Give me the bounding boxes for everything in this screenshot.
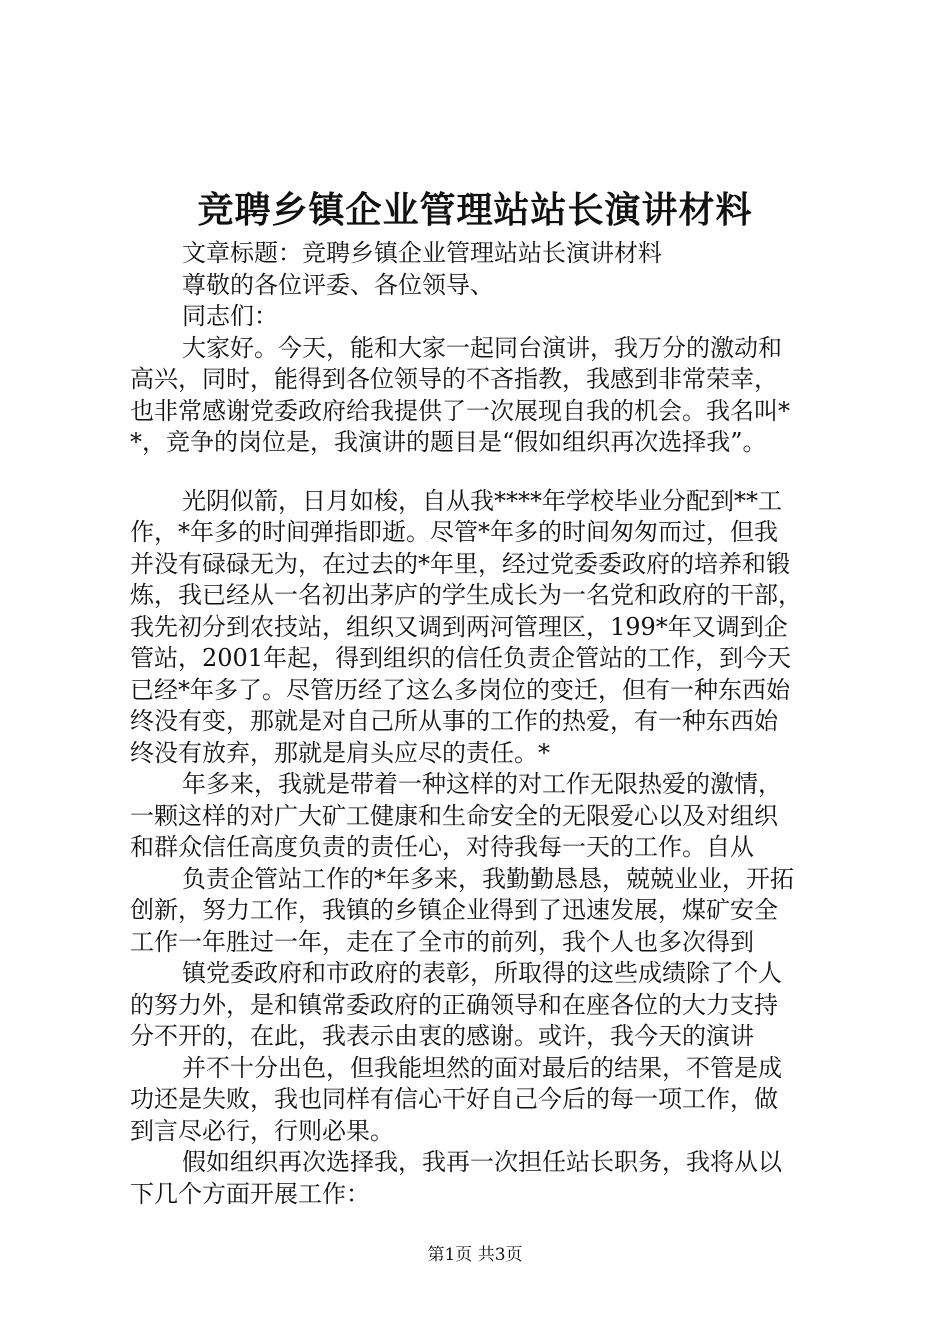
paragraph-confidence (130, 1053, 850, 1148)
text-line: 分不开的，在此，我表示由衷的感谢。或许，我今天的演讲 (130, 1022, 754, 1050)
text-line: 功还是失败，我也同样有信心干好自己今后的每一项工作，做 (130, 1085, 778, 1113)
paragraph-gap (130, 459, 850, 486)
article-title-line: 文章标题：竞聘乡镇企业管理站站长演讲材料 (182, 239, 662, 267)
text-line: 光阴似箭，日月如梭，自从我****年学校毕业分配到**工 (182, 486, 782, 515)
paragraph-achievements (130, 864, 850, 959)
text-line: 并没有碌碌无为，在过去的*年里，经过党委委政府的培养和锻 (130, 549, 790, 578)
text-line: 到言尽必行，行则必果。 (130, 1116, 394, 1145)
text-line: 假如组织再次选择我，我再一次担任站长职务，我将从以 (182, 1148, 782, 1176)
document-title: 竞聘乡镇企业管理站站长演讲材料 (197, 189, 753, 231)
paragraph-greeting (130, 333, 850, 459)
salutation-line: 尊敬的各位评委、各位领导、 (182, 270, 494, 299)
text-line: 也非常感谢党委政府给我提供了一次展现自我的机会。我名叫* (130, 396, 790, 425)
paragraph-passion (130, 769, 850, 864)
document-body (130, 238, 850, 1210)
text-line: 管站，2001年起，得到组织的信任负责企管站的工作，到今天 (130, 644, 792, 672)
paragraph-career (130, 486, 850, 770)
text-line: 已经*年多了。尽管历经了这么多岗位的变迁，但有一种东西始 (130, 675, 790, 704)
page-number-footer: 第1页 共3页 (427, 1245, 523, 1265)
text-line: 一颗这样的对广大矿工健康和生命安全的无限爱心以及对组织 (130, 801, 778, 830)
text-line: 大家好。今天，能和大家一起同台演讲，我万分的激动和 (182, 333, 782, 362)
text-line: 创新，努力工作，我镇的乡镇企业得到了迅速发展，煤矿安全 (130, 896, 778, 924)
text-line: 炼，我已经从一名初出茅庐的学生成长为一名党和政府的干部， (130, 581, 802, 609)
text-line: 负责企管站工作的*年多来，我勤勤恳恳，兢兢业业，开拓 (182, 864, 794, 893)
text-line: 的努力外，是和镇常委政府的正确领导和在座各位的大力支持 (130, 990, 778, 1019)
text-line: 作，*年多的时间弹指即逝。尽管*年多的时间匆匆而过，但我 (130, 518, 778, 546)
text-line: 下几个方面开展工作： (130, 1179, 370, 1208)
text-line: 高兴，同时，能得到各位领导的不吝指教，我感到非常荣幸， (130, 365, 778, 393)
text-line: 终没有变，那就是对自己所从事的工作的热爱，有一种东西始 (130, 707, 778, 735)
paragraph-thanks (130, 958, 850, 1053)
paragraph-plan (130, 1147, 850, 1210)
text-line: *，竞争的岗位是，我演讲的题目是“假如组织再次选择我”。 (130, 428, 767, 456)
text-line: 工作一年胜过一年，走在了全市的前列，我个人也多次得到 (130, 927, 754, 956)
text-line: 我先初分到农技站，组织又调到两河管理区，199*年又调到企 (130, 612, 788, 641)
text-line: 年多来，我就是带着一种这样的对工作无限热爱的激情， (182, 770, 782, 798)
text-line: 镇党委政府和市政府的表彰，所取得的这些成绩除了个人 (182, 959, 782, 987)
salutation-comrades: 同志们： (182, 302, 278, 330)
text-line: 并不十分出色，但我能坦然的面对最后的结果，不管是成 (182, 1053, 782, 1082)
text-line: 终没有放弃，那就是肩头应尽的责任。* (130, 738, 550, 767)
text-line: 和群众信任高度负责的责任心，对待我每一天的工作。自从 (130, 833, 754, 861)
